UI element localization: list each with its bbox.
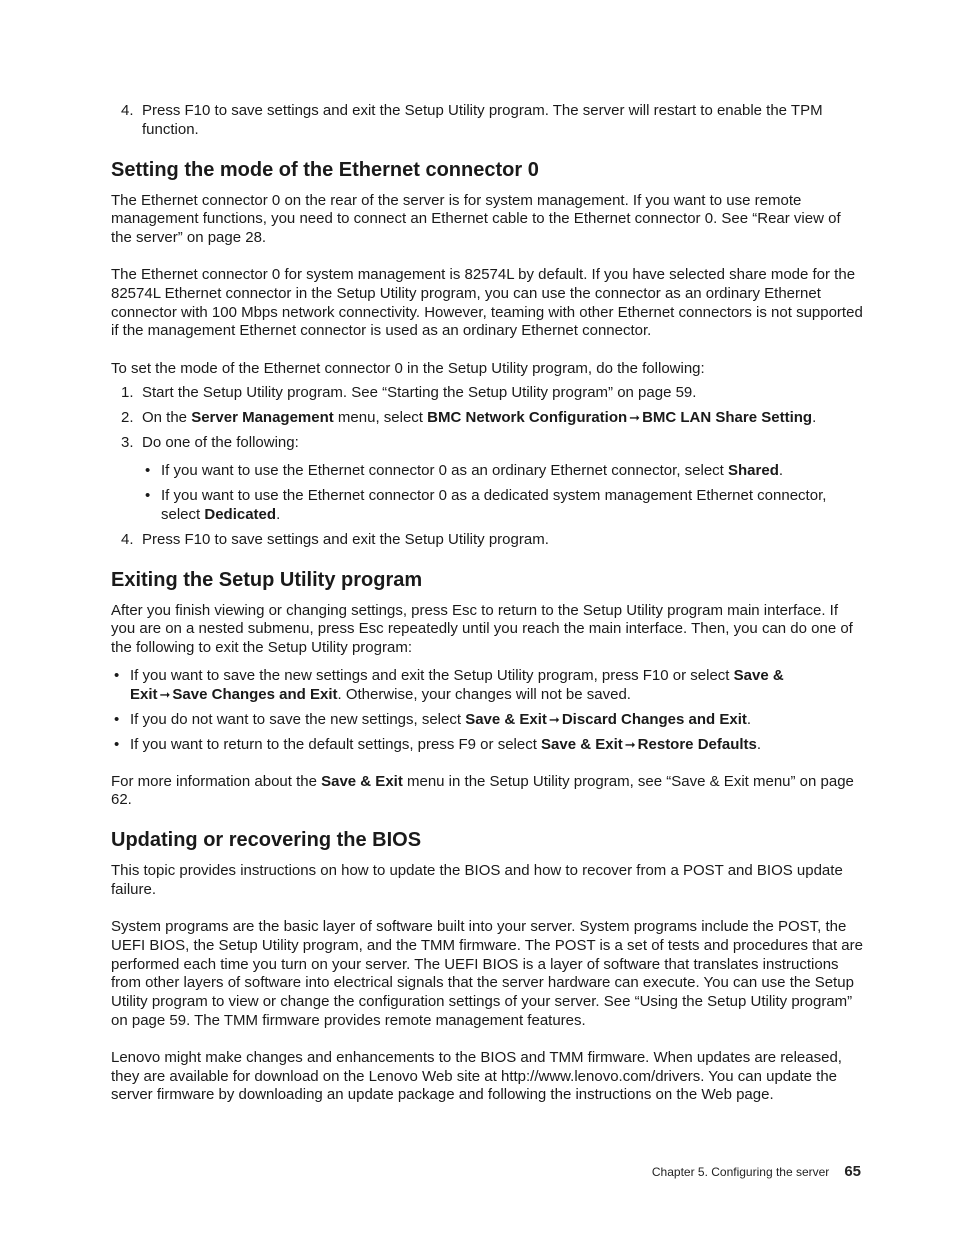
- menu-name: Save Changes and Exit: [172, 685, 338, 703]
- section-heading-bios: Updating or recovering the BIOS: [111, 829, 422, 852]
- bullet-text: If you want to use the Ethernet connector 0 as a dedicated system management Ethernet connector, select: [161, 487, 827, 523]
- list-item: [142, 487, 863, 524]
- step-text: On the: [142, 409, 192, 427]
- bullet-text: .: [746, 710, 752, 728]
- bullet-text: If you want to use the Ethernet connector 0 as an ordinary Ethernet connector, select: [161, 462, 729, 480]
- exit-bullet-list: [111, 667, 863, 754]
- arrow-icon: ➞: [629, 410, 641, 426]
- list-item: [111, 736, 863, 755]
- arrow-icon: ➞: [548, 711, 560, 727]
- bullet-text: . Otherwise, your changes will not be saved.: [337, 685, 631, 703]
- menu-name: BMC LAN Share Setting: [642, 409, 813, 427]
- bullet-text: If you want to save the new settings and exit the Setup Utility program, press F10 or select: [130, 666, 734, 684]
- page-number: 65: [844, 1163, 861, 1180]
- step-text: Do one of the following:: [142, 434, 299, 452]
- menu-name: Save & Exit: [541, 735, 623, 753]
- list-item: [142, 462, 863, 481]
- section-heading-exiting: Exiting the Setup Utility program: [111, 568, 423, 591]
- section-heading-ethernet: Setting the mode of the Ethernet connector 0: [111, 158, 539, 181]
- step-number: 4.: [121, 102, 134, 119]
- list-item: [111, 711, 863, 730]
- step-text: menu, select: [333, 409, 428, 427]
- paragraph: System programs are the basic layer of software built into your server. System programs include the POST, the UEFI BIOS, the Setup Utility program, and the TMM firmware. The POST is a set of tests and procedures that are performed each time you turn on your server. The UEFI BIOS is a layer of software that translates instructions from other layers of software into electrical signals that the server hardware can execute. You can use the Setup Utility program to view or change the configuration settings of your server. See “Using the Setup Utility program” on page 59. The TMM firmware provides remote management features.: [111, 918, 863, 1029]
- step-number: 1.: [121, 384, 134, 402]
- option-name: Dedicated: [204, 505, 277, 523]
- paragraph: To set the mode of the Ethernet connector 0 in the Setup Utility program, do the following:: [111, 359, 705, 377]
- bullet-text: .: [756, 735, 762, 753]
- bullet-icon: •: [114, 710, 120, 728]
- step-number: 3.: [121, 434, 134, 452]
- bullet-text: .: [276, 505, 281, 523]
- paragraph: Lenovo might make changes and enhancements to the BIOS and TMM firmware. When updates are released, they are available for download on the Lenovo Web site at http://www.lenovo.com/drivers. You can update the server firmware by downloading an update package and following the instructions on the Web page.: [111, 1049, 842, 1104]
- bullet-text: .: [778, 462, 784, 480]
- bullet-icon: •: [114, 666, 120, 684]
- arrow-icon: ➞: [159, 686, 171, 702]
- list-item: [111, 384, 863, 403]
- nested-bullet-list: [111, 462, 863, 524]
- page-footer: [652, 1163, 861, 1182]
- intro-list: [111, 102, 863, 139]
- step-text: Press F10 to save settings and exit the Setup Utility program.: [142, 530, 549, 548]
- menu-name: Restore Defaults: [637, 735, 757, 753]
- paragraph: After you finish viewing or changing settings, press Esc to return to the Setup Utility program main interface. If you are on a nested submenu, press Esc repeatedly until you reach the main interface. Then, you can do one of the following to exit the Setup Utility program:: [111, 601, 853, 657]
- paragraph: The Ethernet connector 0 for system management is 82574L by default. If you have selected share mode for the 82574L Ethernet connector in the Setup Utility program, you can use the connector as an ordinary Ethernet connector with 100 Mbps network connectivity. However, teaming with other Ethernet connectors is not supported if the management Ethernet connector is used as an ordinary Ethernet connector.: [111, 266, 863, 340]
- step-text: Start the Setup Utility program. See “Starting the Setup Utility program” on page 59.: [142, 384, 697, 402]
- arrow-icon: ➞: [624, 736, 636, 752]
- paragraph-text: menu in the Setup Utility program, see “Save & Exit menu” on page 62.: [111, 772, 854, 809]
- list-item: [111, 409, 863, 428]
- list-item: [111, 667, 863, 704]
- bullet-icon: •: [145, 462, 151, 480]
- step-text: Press F10 to save settings and exit the Setup Utility program. The server will restart to enable the TPM function.: [142, 102, 823, 138]
- paragraph: The Ethernet connector 0 on the rear of the server is for system management. If you want to use remote management functions, you need to connect an Ethernet cable to the Ethernet connector 0. See “Rear view of the server” on page 28.: [111, 191, 841, 247]
- ethernet-steps: [111, 384, 863, 453]
- bullet-icon: •: [145, 487, 151, 505]
- bullet-text: If you do not want to save the new settings, select: [130, 710, 466, 728]
- menu-name: Save & Exit: [321, 772, 403, 790]
- menu-name: Discard Changes and Exit: [561, 710, 747, 728]
- step-number: 4.: [121, 530, 134, 548]
- paragraph: [111, 773, 863, 810]
- step-text: .: [812, 409, 817, 427]
- menu-name: Server Management: [191, 409, 334, 427]
- menu-name: Save & Exit: [130, 666, 784, 703]
- list-item: [111, 102, 863, 139]
- list-item: [111, 434, 863, 453]
- menu-name: Save & Exit: [465, 710, 547, 728]
- paragraph: This topic provides instructions on how to update the BIOS and how to recover from a POST and BIOS update failure.: [111, 862, 843, 899]
- bullet-text: If you want to return to the default settings, press F9 or select: [130, 735, 542, 753]
- paragraph-text: For more information about the: [111, 772, 322, 790]
- ethernet-steps-continued: [111, 531, 863, 550]
- menu-name: BMC Network Configuration: [427, 409, 628, 427]
- option-name: Shared: [728, 462, 779, 480]
- chapter-label: Chapter 5. Configuring the server: [651, 1165, 830, 1179]
- step-number: 2.: [121, 409, 134, 427]
- document-page: [111, 102, 863, 1124]
- bullet-icon: •: [114, 735, 120, 753]
- list-item: [111, 531, 863, 550]
